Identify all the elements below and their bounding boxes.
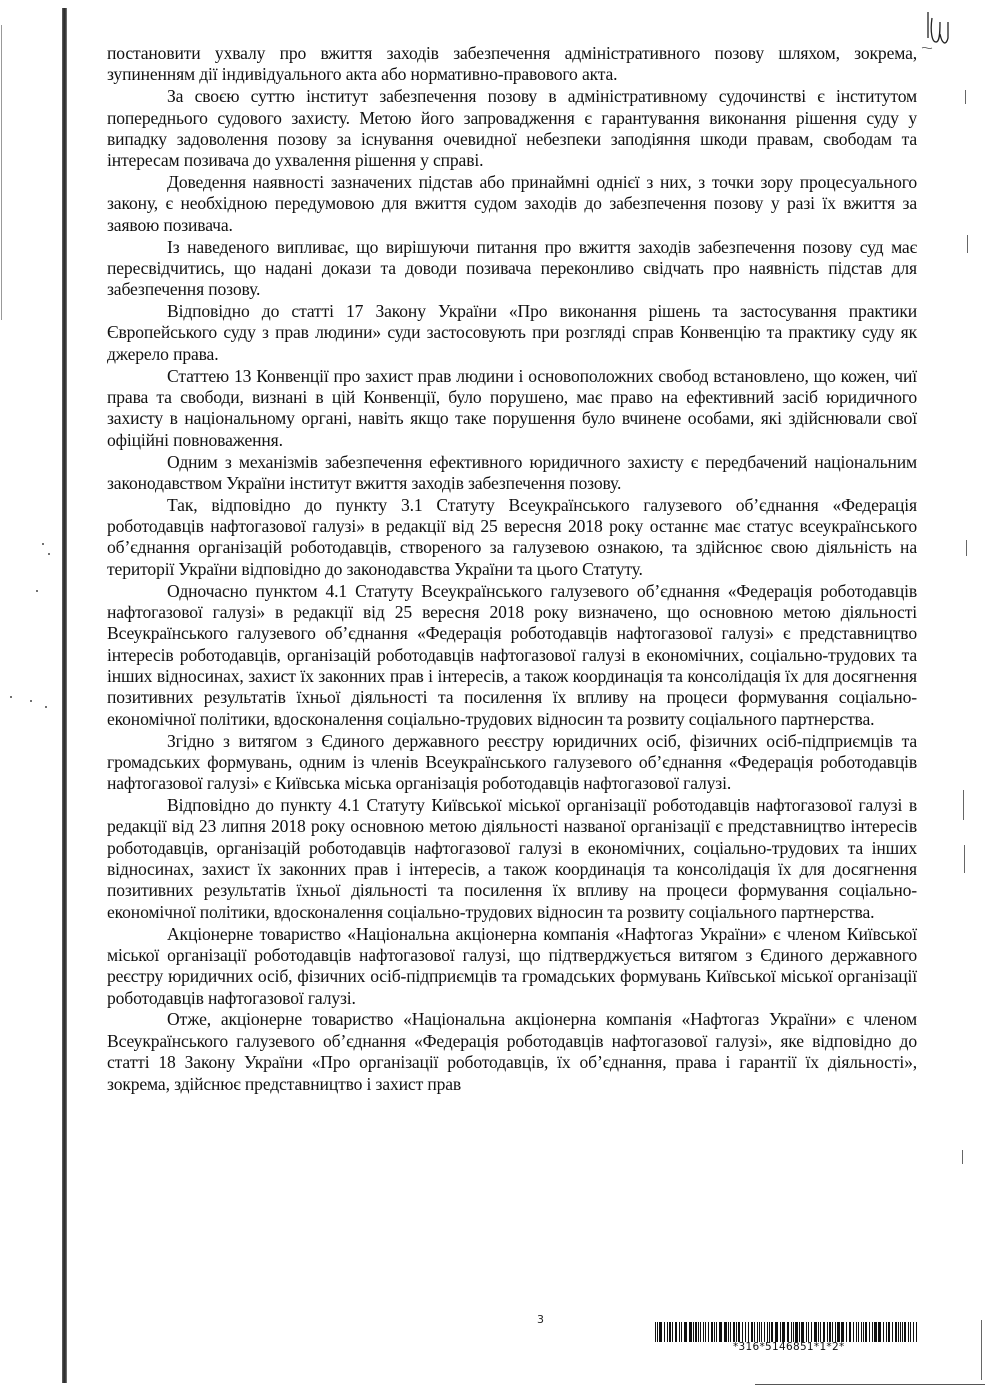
scan-binding-edge <box>62 8 67 1383</box>
barcode-bar <box>657 1322 658 1342</box>
barcode-bar <box>886 1322 887 1342</box>
barcode-bar <box>904 1322 906 1342</box>
barcode-bar <box>689 1322 692 1342</box>
document-body <box>107 43 917 1095</box>
barcode-bar <box>895 1322 897 1342</box>
paragraph: Доведення наявності зазначених підстав або принаймні однієї з них, з точки зору процесуального закону, є необхідною передумовою для вжиття судом заходів до забезпечення позову у разі їх вжиття за заявою позивача. <box>107 172 917 235</box>
barcode-bar <box>703 1322 704 1342</box>
paragraph: Так, відповідно до пункту 3.1 Статуту Всеукраїнського галузевого об’єднання «Федерація роботодавців нафтогазової галузі» в редакції від 25 вересня 2018 року останнє має статус всеукраїнського об’єднання організацій роботодавців, створеного за галузевою ознакою, та здійснює свою діяльність на території України відповідно до законодавства України та цього Статуту. <box>107 494 917 579</box>
barcode-bar <box>764 1322 765 1342</box>
barcode-bar <box>823 1322 825 1342</box>
barcode-bar <box>827 1322 828 1342</box>
barcode-bar <box>771 1322 773 1342</box>
barcode-bar <box>861 1322 862 1342</box>
scan-margin-mark <box>981 1320 982 1380</box>
barcode-bar <box>782 1322 785 1342</box>
barcode-bar <box>730 1322 731 1342</box>
barcode-bar <box>863 1322 864 1342</box>
barcode-bar <box>748 1322 749 1342</box>
barcode-bar <box>705 1322 706 1342</box>
barcode-bar <box>698 1322 699 1342</box>
barcode-bar <box>874 1322 877 1342</box>
scan-margin-mark <box>967 235 968 253</box>
barcode-bar <box>724 1322 727 1342</box>
paragraph: Статтею 13 Конвенції про захист прав людини і основоположних свобод встановлено, що кожен, чиї права та свободи, визнані в цій Конвенції, було порушено, має право на ефективний засіб юридичного захисту в національному органі, навіть якщо таке порушення було вчинене особами, які здійснювали свої офіційні повноваження. <box>107 365 917 450</box>
barcode-bar <box>693 1322 694 1342</box>
barcode-bar <box>767 1322 768 1342</box>
paragraph: Отже, акціонерне товариство «Національна акціонерна компанія «Нафтогаз України» є членом Всеукраїнського галузевого об’єднання «Федерація роботодавців нафтогазової галузі», яке відповідно до статті 18 Закону України «Про організації роботодавців, їх об’єднання, права і гарантії їх діяльності», зокрема, здійснює представництво і захист прав <box>107 1009 917 1094</box>
barcode-bar <box>837 1322 840 1342</box>
barcode-bar <box>672 1322 673 1342</box>
barcode-bar <box>832 1322 833 1342</box>
barcode <box>655 1322 919 1342</box>
scan-margin-mark <box>964 845 965 873</box>
barcode-bar <box>799 1322 800 1342</box>
barcode-bar <box>898 1322 899 1342</box>
barcode-bar <box>775 1322 778 1342</box>
barcode-bar <box>795 1322 798 1342</box>
barcode-bar <box>754 1322 755 1342</box>
paragraph: Згідно з витягом з Єдиного державного реєстру юридичних осіб, фізичних осіб-підприємців та громадських формувань, одним із членів Всеукраїнського галузевого об’єднання «Федерація роботодавців нафтогазової галузі» є Київська міська організація роботодавців нафтогазової галузі. <box>107 730 917 794</box>
scan-speck <box>48 553 50 555</box>
scan-speck <box>36 590 38 592</box>
scan-speck <box>10 696 12 698</box>
barcode-bar <box>708 1322 709 1342</box>
scan-bottom-edge <box>755 1384 985 1385</box>
scan-margin-mark <box>966 540 967 556</box>
barcode-bar <box>841 1322 844 1342</box>
barcode-bar <box>916 1322 917 1342</box>
scan-margin-mark <box>963 790 964 820</box>
barcode-bar <box>695 1322 697 1342</box>
barcode-bar <box>869 1322 870 1342</box>
barcode-bar <box>856 1322 857 1342</box>
paragraph: За своєю суттю інститут забезпечення позову в адміністративному судочинстві є інститутом попереднього судового захисту. Метою його запровадження є гарантування виконання рішення суду у випадку задоволення позову за існування очевидної небезпеки заподіяння шкоди правам, свободам та інтересам позивача до ухвалення рішення у справі. <box>107 86 917 171</box>
barcode-bar <box>716 1322 717 1342</box>
barcode-bar <box>835 1322 836 1342</box>
barcode-bar <box>736 1322 737 1342</box>
barcode-bar <box>908 1322 909 1342</box>
barcode-bar <box>681 1322 682 1342</box>
paragraph: Відповідно до пункту 4.1 Статуту Київської міської організації роботодавців нафтогазової галузі в редакції від 23 липня 2018 року основною метою діяльності названої організації є представництво інтересів роботодавців, організацій роботодавців нафтогазової галузі в економічних, соціально-трудових та інших відносинах, захист їх законних прав і інтересів, а також координація та консолідація їх для досягнення позитивних результатів їхньої діяльності та посилення їх впливу на процеси формування соціально-економічної політики, вдосконалення соціально-трудових відносин та розвиту соціального партнерства. <box>107 795 917 922</box>
barcode-bar <box>679 1322 680 1342</box>
barcode-bar <box>806 1322 807 1342</box>
paragraph: Із наведеного випливає, що вирішуючи питання про вжиття заходів забезпечення позову суд має пересвідчитись, що надані докази та доводи позивача переконливо свідчать про наявність підстав для забезпечення позову. <box>107 236 917 300</box>
barcode-bar <box>667 1322 668 1342</box>
barcode-bar <box>780 1322 781 1342</box>
barcode-bar <box>759 1322 760 1342</box>
barcode-bar <box>733 1322 735 1342</box>
barcode-bar <box>818 1322 819 1342</box>
barcode-bar <box>888 1322 890 1342</box>
scan-speck <box>30 700 32 702</box>
page-number: 3 <box>537 1313 544 1326</box>
barcode-bar <box>745 1322 746 1342</box>
barcode-bar <box>719 1322 722 1342</box>
barcode-bar <box>791 1322 792 1342</box>
barcode-bar <box>910 1322 911 1342</box>
barcode-bar <box>865 1322 867 1342</box>
barcode-bar <box>829 1322 831 1342</box>
barcode-bar <box>655 1322 656 1342</box>
paragraph: Відповідно до статті 17 Закону України «Про виконання рішень та застосування практики Європейського суду з прав людини» суди застосовують при розгляді справ Конвенцію та практику суду як джерело права. <box>107 301 917 364</box>
handwritten-initials-icon <box>920 8 954 52</box>
paragraph: Одним з механізмів забезпечення ефективного юридичного захисту є передбачений національним законодавством України інститут вжиття заходів забезпечення позову. <box>107 451 917 493</box>
barcode-bar <box>853 1322 854 1342</box>
barcode-bar <box>808 1322 809 1342</box>
barcode-bar <box>883 1322 884 1342</box>
barcode-bar <box>892 1322 893 1342</box>
scan-left-edge <box>1 25 2 320</box>
barcode-bar <box>913 1322 914 1342</box>
paragraph: постановити ухвалу про вжиття заходів забезпечення адміністративного позову шляхом, зокрема, зупиненням дії індивідуального акта або нормативно-правового акта. <box>107 43 917 85</box>
barcode-bar <box>761 1322 762 1342</box>
scan-margin-mark <box>965 90 966 104</box>
scan-speck <box>42 543 44 545</box>
barcode-bar <box>900 1322 901 1342</box>
barcode-bar <box>742 1322 743 1342</box>
barcode-bar <box>793 1322 794 1342</box>
barcode-bar <box>814 1322 817 1342</box>
barcode-bar <box>846 1322 847 1342</box>
barcode-bar <box>659 1322 662 1342</box>
barcode-bar <box>675 1322 677 1342</box>
barcode-bar <box>684 1322 687 1342</box>
barcode-bar <box>878 1322 881 1342</box>
barcode-bar <box>711 1322 713 1342</box>
barcode-bar <box>769 1322 770 1342</box>
barcode-text: *316*5146851*1*2* <box>733 1341 845 1353</box>
paragraph: Одночасно пунктом 4.1 Статуту Всеукраїнського галузевого об’єднання «Федерація роботодавців нафтогазової галузі» в редакції від 25 вересня 2018 року визначено, що основною метою діяльності Всеукраїнського галузевого об’єднання «Федерація роботодавців нафтогазової галузі» є представництво інтересів роботодавців, організацій роботодавців нафтогазової галузі в економічних, соціально-трудових та інших відносинах, захист їх законних прав і інтересів, а також координація та консолідація їх для досягнення позитивних результатів їхньої діяльності та посилення їх впливу на процеси формування соціально-економічної політики, вдосконалення соціально-трудових відносин та розвиту соціального партнерства. <box>107 580 917 729</box>
barcode-bar <box>787 1322 789 1342</box>
barcode-bar <box>700 1322 701 1342</box>
barcode-bar <box>902 1322 903 1342</box>
barcode-bar <box>801 1322 804 1342</box>
scan-speck <box>45 706 47 708</box>
barcode-bar <box>728 1322 729 1342</box>
barcode-bar <box>811 1322 812 1342</box>
barcode-bar <box>669 1322 671 1342</box>
barcode-bar <box>872 1322 873 1342</box>
barcode-bar <box>849 1322 851 1342</box>
barcode-bar <box>738 1322 740 1342</box>
barcode-bar <box>714 1322 715 1342</box>
barcode-bar <box>751 1322 753 1342</box>
scan-margin-mark <box>962 1150 963 1164</box>
barcode-bar <box>820 1322 821 1342</box>
barcode-bar <box>664 1322 665 1342</box>
paragraph: Акціонерне товариство «Національна акціонерна компанія «Нафтогаз України» є членом Київської міської організації роботодавців нафтогазової галузі, що підтверджується витягом з Єдиного державного реєстру юридичних осіб, фізичних осіб-підприємців та громадських формувань Київської міської організації роботодавців нафтогазової галузі. <box>107 923 917 1008</box>
barcode-bar <box>858 1322 859 1342</box>
barcode-bar <box>757 1322 758 1342</box>
